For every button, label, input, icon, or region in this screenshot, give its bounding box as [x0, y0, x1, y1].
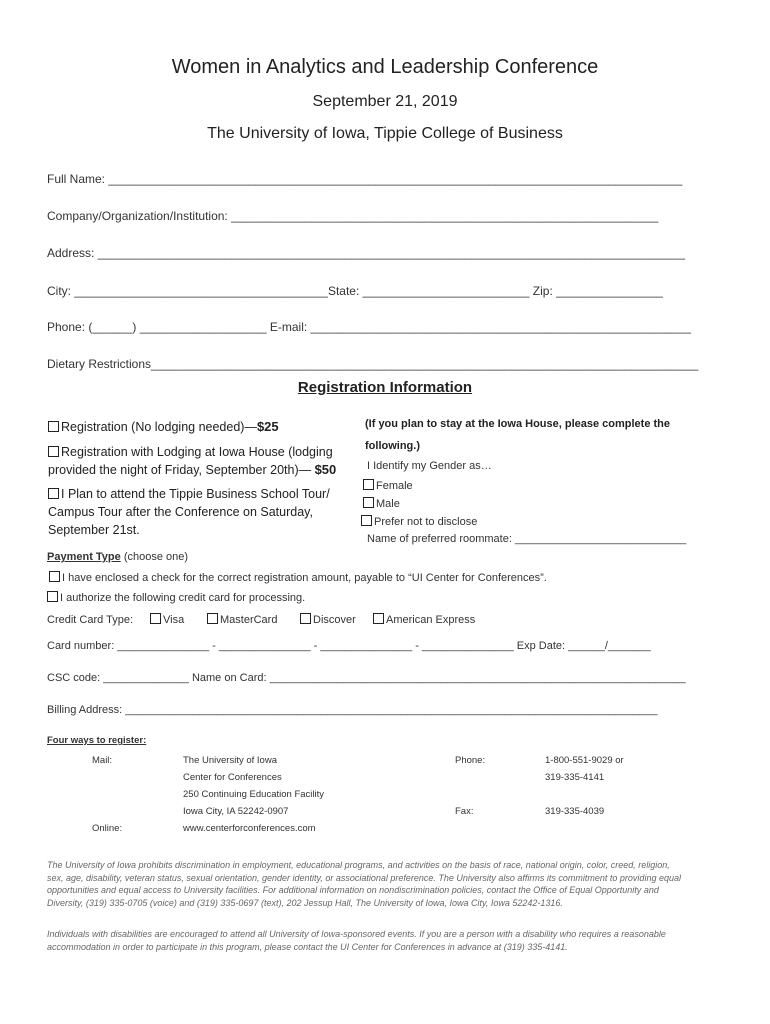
phone-email-field[interactable]: Phone: (______) ___________________ E-mail: _________________________________________________________	[47, 320, 691, 334]
card-mastercard-label: MasterCard	[220, 614, 278, 626]
mail-line1: The University of Iowa	[183, 755, 277, 766]
payment-check-option[interactable]	[49, 571, 547, 584]
gender-male-label: Male	[376, 498, 400, 510]
checkbox-nodisclose[interactable]	[361, 515, 372, 526]
address-field[interactable]: Address: ________________________________________________________________________________________	[47, 246, 685, 260]
checkbox-visa[interactable]	[150, 613, 161, 624]
register-heading: Four ways to register:	[47, 735, 147, 746]
checkbox-check[interactable]	[49, 571, 60, 582]
registration-heading: Registration Information	[297, 379, 473, 396]
mail-label: Mail:	[92, 755, 113, 766]
company-field[interactable]: Company/Organization/Institution: ________________________________________________________________	[47, 209, 659, 223]
fax-value: 319-335-4039	[545, 806, 605, 817]
payment-credit-option[interactable]	[47, 591, 305, 604]
gender-female-option[interactable]	[363, 479, 413, 492]
card-discover-option[interactable]	[300, 613, 356, 626]
phone-line2: 319-335-4141	[545, 772, 605, 783]
conference-title: Women in Analytics and Leadership Conference	[171, 56, 599, 78]
csc-name-field[interactable]: CSC code: ______________ Name on Card: ____________________________________________________________________	[47, 672, 686, 684]
mail-line3: 250 Continuing Education Facility	[183, 789, 325, 800]
with-lodging-price: $50	[314, 462, 337, 477]
roommate-field[interactable]: Name of preferred roommate: ____________________________	[367, 533, 687, 545]
card-amex-label: American Express	[386, 614, 476, 626]
mail-line2: Center for Conferences	[183, 772, 282, 783]
gender-nodisclose-option[interactable]	[361, 515, 477, 528]
no-lodging-price: $25	[256, 419, 279, 434]
no-lodging-label: Registration (No lodging needed)—	[61, 420, 257, 434]
tour-label: I Plan to attend the Tippie Business School Tour/ Campus Tour after the Conference on Saturday, September 21st.	[48, 487, 330, 537]
billing-address-field[interactable]: Billing Address: _______________________________________________________________________________________	[47, 704, 658, 716]
option-no-lodging[interactable]	[48, 418, 348, 436]
card-visa-label: Visa	[163, 614, 185, 626]
phone-line1: 1-800-551-9029 or	[545, 755, 624, 766]
nondiscrimination-statement: The University of Iowa prohibits discrimination in employment, educational programs, and activities on the basis of race, national origin, color, creed, religion, sex, age, disability, veteran status, sexual orientation, gender identity, or associational preference. The University also affirms its commitment to providing equal opportunities and equal access to University facilities. For additional information on nondiscrimination policies, contact the Office of Equal Opportunity and Diversity, (319) 335-0705 (voice) and (319) 335-0697 (text), 202 Jessup Hall, The University of Iowa, Iowa City, Iowa 52242-1316.	[47, 860, 681, 908]
gender-prompt: I Identify my Gender as…	[367, 460, 492, 472]
dietary-field[interactable]: Dietary Restrictions__________________________________________________________________________________	[47, 357, 699, 371]
checkbox-discover[interactable]	[300, 613, 311, 624]
iowa-house-note: (If you plan to stay at the Iowa House, please complete the following.)	[365, 418, 671, 452]
payment-type-heading	[47, 551, 188, 563]
online-link[interactable]: www.centerforconferences.com	[183, 823, 316, 834]
checkbox-female[interactable]	[363, 479, 374, 490]
checkbox-amex[interactable]	[373, 613, 384, 624]
card-discover-label: Discover	[313, 614, 356, 626]
payment-type-label: Payment Type	[47, 551, 121, 563]
mail-line4: Iowa City, IA 52242-0907	[183, 806, 289, 817]
card-visa-option[interactable]	[150, 613, 184, 626]
checkbox-tour[interactable]	[48, 488, 59, 499]
gender-male-option[interactable]	[363, 497, 400, 510]
payment-check-label: I have enclosed a check for the correct registration amount, payable to “UI Center for Conferences”.	[62, 572, 547, 584]
with-lodging-label: Registration with Lodging at Iowa House (lodging provided the night of Friday, September 20th)—	[48, 445, 333, 477]
gender-female-label: Female	[376, 480, 413, 492]
card-number-field[interactable]: Card number: _______________ - _______________ - _______________ - _______________ Exp Date: ______/_______	[47, 640, 651, 652]
option-with-lodging[interactable]	[48, 443, 348, 479]
conference-venue: The University of Iowa, Tippie College of Business	[207, 125, 563, 142]
payment-credit-label: I authorize the following credit card for processing.	[60, 592, 306, 604]
card-amex-option[interactable]	[373, 613, 475, 626]
fax-label: Fax:	[455, 806, 474, 817]
checkbox-credit[interactable]	[47, 591, 58, 602]
conference-date: September 21, 2019	[312, 93, 458, 110]
checkbox-with-lodging[interactable]	[48, 446, 59, 457]
gender-nodisclose-label: Prefer not to disclose	[374, 516, 478, 528]
city-state-zip-field[interactable]: City: ______________________________________State: _________________________ Zip: ________________	[47, 284, 663, 298]
payment-type-suffix: (choose one)	[120, 551, 189, 563]
phone-label: Phone:	[455, 755, 486, 766]
option-tour[interactable]	[48, 485, 348, 539]
checkbox-no-lodging[interactable]	[48, 421, 59, 432]
card-type-label: Credit Card Type:	[47, 614, 134, 626]
checkbox-male[interactable]	[363, 497, 374, 508]
card-mastercard-option[interactable]	[207, 613, 277, 626]
disability-statement: Individuals with disabilities are encouraged to attend all University of Iowa-sponsored events. If you are a person with a disability who requires a reasonable accommodation in order to participate in this program, please contact the UI Center for Conferences in advance at (319) 335-4141.	[47, 929, 666, 952]
online-label: Online:	[92, 823, 123, 834]
full-name-field[interactable]: Full Name: ______________________________________________________________________________________	[47, 172, 683, 186]
checkbox-mastercard[interactable]	[207, 613, 218, 624]
